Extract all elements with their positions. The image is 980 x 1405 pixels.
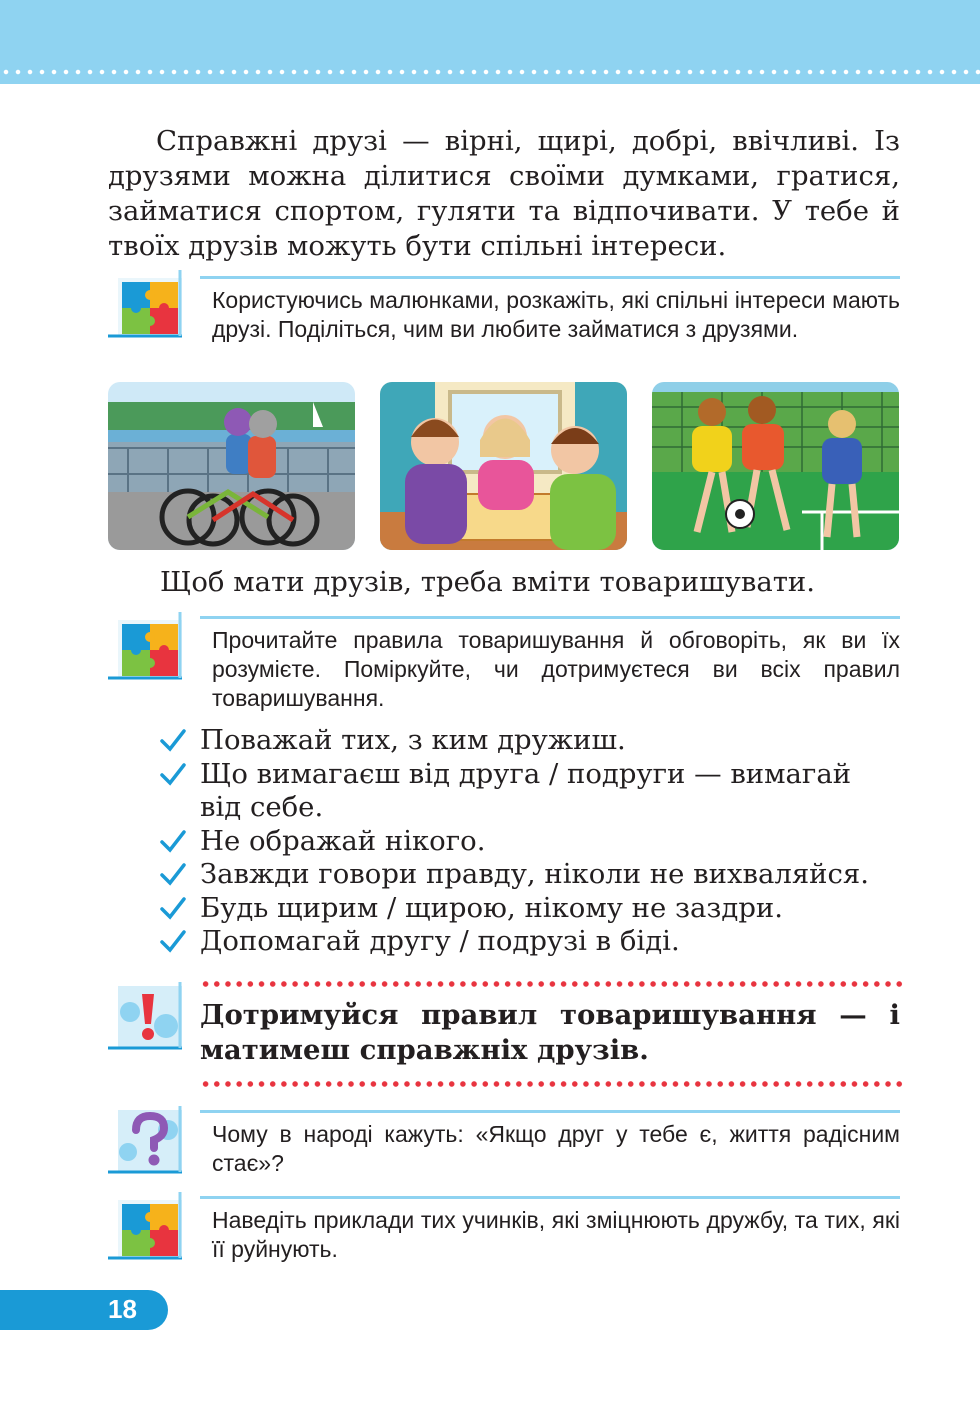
checkmark-icon	[160, 829, 186, 853]
checkmark-icon	[160, 862, 186, 886]
rule-item	[160, 925, 900, 959]
rule-text: Що вимагаєш від друга / подруги — вимагай від себе.	[200, 757, 852, 823]
task3-text: Наведіть приклади тих учинків, які зміцнюють дружбу, та тих, які її руйнують.	[212, 1207, 900, 1262]
page-number-tab	[0, 1290, 168, 1330]
checkmark-icon	[160, 762, 186, 786]
checkmark-icon	[160, 929, 186, 953]
rules-list	[160, 724, 900, 959]
puzzle-icon	[108, 612, 182, 682]
intro-paragraph: Справжні друзі — вірні, щирі, добрі, ввічливі. Із друзями можна ділитися своїми думками, гратися, займатися спортом, гуляти та відпочивати. У тебе й твоїх друзів можуть бути спільні інтереси.	[108, 125, 900, 262]
rule-text: Поважай тих, з ким дружиш.	[200, 724, 626, 756]
friendship-sentence: Щоб мати друзів, треба вміти товаришувати.	[160, 566, 816, 598]
illustration-football	[652, 382, 899, 550]
rule-item	[160, 724, 900, 758]
task3-rule	[200, 1196, 900, 1199]
rule-item	[160, 858, 900, 892]
task2-text: Прочитайте правила товаришування й обговоріть, як ви їх розумієте. Поміркуйте, чи дотримуєтеся ви всіх правил товаришування.	[212, 627, 900, 711]
question-icon	[108, 1106, 182, 1176]
rule-item	[160, 758, 900, 825]
rule-text: Не ображай нікого.	[200, 824, 486, 857]
rule-text: Завжди говори правду, ніколи не вихваляйся.	[200, 858, 869, 890]
checkmark-icon	[160, 896, 186, 920]
rule-item	[160, 892, 900, 926]
page-number: 18	[108, 1294, 137, 1324]
rule-item	[160, 825, 900, 859]
remember-dots-top	[200, 980, 904, 988]
header-dots	[0, 68, 980, 76]
illustration-board-game	[380, 382, 627, 550]
task2-rule	[200, 616, 900, 619]
remember-text: Дотримуйся правил товаришування — і матимеш справжніх друзів.	[200, 999, 900, 1066]
puzzle-icon	[108, 1192, 182, 1262]
checkmark-icon	[160, 728, 186, 752]
task1-rule	[200, 276, 900, 279]
task1-text: Користуючись малюнками, розкажіть, які спільні інтереси мають друзі. Поділіться, чим ви любите займатися з друзями.	[212, 287, 900, 342]
rule-text: Будь щирим / щирою, нікому не заздри.	[200, 891, 784, 924]
question-rule	[200, 1110, 900, 1113]
puzzle-icon	[108, 270, 182, 340]
rule-text: Допомагай другу / подрузі в біді.	[200, 925, 680, 957]
illustration-cycling	[108, 382, 355, 550]
exclamation-icon	[108, 982, 182, 1052]
remember-dots-bottom	[200, 1080, 904, 1088]
question-text: Чому в народі кажуть: «Якщо друг у тебе є, життя радісним стає»?	[212, 1121, 900, 1176]
